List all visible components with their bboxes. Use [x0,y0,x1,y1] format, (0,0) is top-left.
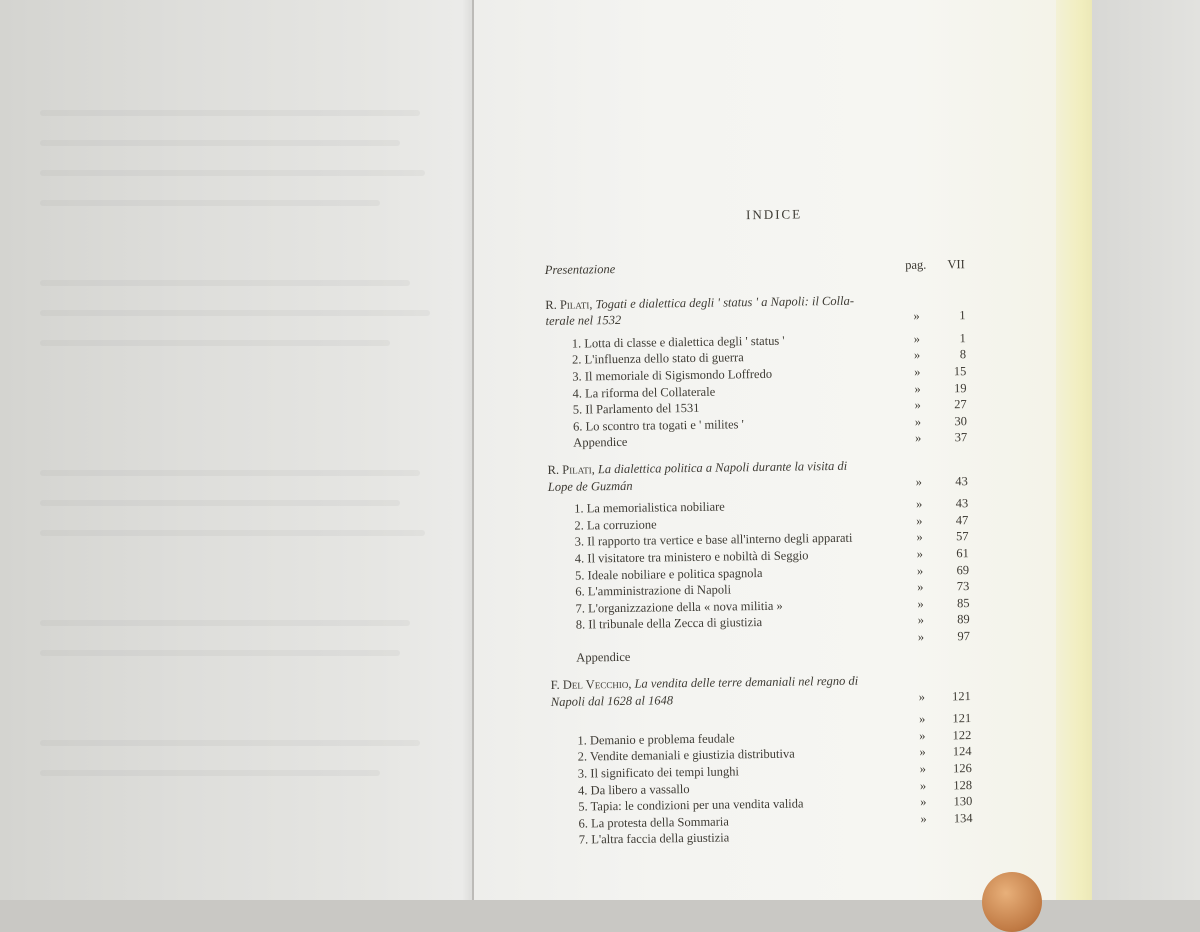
presentation-label: Presentazione [545,257,899,279]
toc-entry [545,291,967,452]
presentation-page: VII [933,256,965,273]
toc-item-page: 15 [934,363,966,380]
table-of-contents [544,204,973,849]
entry-title-continued: terale nel 1532 [545,308,899,330]
entry-page: 1 [933,307,965,324]
toc-item-label: 3. Il rapporto tra vertice e base all'interno degli apparati [549,529,903,551]
ditto-mark: » [905,727,939,744]
entry-page: 121 [939,688,971,705]
toc-item-label [551,723,905,728]
entry-title: Togati e dialettica degli ' status ' a Napoli: il Colla- [595,293,854,311]
toc-item-page: 97 [938,628,970,645]
toc-item-label: 5. Tapia: le condizioni per una vendita valida [552,794,906,816]
toc-item-label [550,641,904,646]
ditto-mark: » [906,810,940,827]
faded-text-line [40,620,410,626]
ditto-mark: » [900,347,934,364]
toc-item-page: 126 [940,760,972,777]
entry-page: 43 [936,473,968,490]
ditto-mark: » [904,628,938,645]
faded-text-line [40,110,420,116]
toc-item-page: 19 [934,380,966,397]
toc-item-label: 4. Da libero a vassallo [552,778,906,800]
toc-entries [545,291,973,849]
faded-text-line [40,140,400,146]
left-page [0,0,472,900]
faded-text-line [40,310,430,316]
toc-entry [548,456,971,667]
toc-item-page: 57 [936,528,968,545]
toc-item-label: 6. Lo scontro tra togati e ' milites ' [547,414,901,436]
toc-item-page: 37 [935,429,967,446]
ditto-mark: » [902,496,936,513]
entry-title: La vendita delle terre demaniali nel regno di [634,674,858,691]
toc-item-page: 61 [937,545,969,562]
table-surface [1092,0,1200,900]
ditto-mark: » [906,761,940,778]
faded-text-line [40,280,410,286]
toc-item-label: 4. Il visitatore tra ministero e nobiltà di Seggio [549,546,903,568]
toc-item-label: 2. Vendite demaniali e giustizia distributiva [552,744,906,766]
toc-item-page: 43 [936,495,968,512]
ditto-mark: » [902,529,936,546]
toc-item-page: 30 [935,413,967,430]
toc-item-page: 1 [934,330,966,347]
ditto-mark: » [906,794,940,811]
ditto-mark: » [901,413,935,430]
faded-text-line [40,200,380,206]
toc-item-page: 8 [934,346,966,363]
toc-item-page: 73 [937,578,969,595]
faded-text-line [40,770,380,776]
faded-text-line [40,650,400,656]
toc-item-page: 89 [938,611,970,628]
toc-item-label: 4. La riforma del Collaterale [546,381,900,403]
toc-item-label: 3. Il memoriale di Sigismondo Loffredo [546,364,900,386]
toc-item-label: 7. L'altra faccia della giustizia [553,827,907,849]
toc-item-label: Appendice [550,645,904,667]
toc-item-page: 134 [940,810,972,827]
toc-item-label: 1. La memorialistica nobiliare [548,496,902,518]
toc-item-page: 69 [937,562,969,579]
faded-text-line [40,340,390,346]
toc-item-page: 85 [937,595,969,612]
entry-title: La dialettica politica a Napoli durante la visita di [598,459,847,476]
entry-author: R. Pilati, [545,297,592,312]
toc-item-label: 6. L'amministrazione di Napoli [549,579,903,601]
toc-item-label: 2. La corruzione [548,513,902,535]
toc-item-label: 7. L'organizzazione della « nova militia » [549,596,903,618]
ditto-mark: » [903,579,937,596]
ditto-mark: » [903,562,937,579]
toc-item-page: 47 [936,512,968,529]
coin [982,872,1042,932]
toc-item-label: 2. L'influenza dello stato di guerra [546,347,900,369]
entry-title-continued: Lope de Guzmán [548,474,902,496]
ditto-mark: » [905,711,939,728]
faded-text-line [40,740,420,746]
entry-author: R. Pilati, [548,462,595,477]
toc-item-page: 27 [935,396,967,413]
presentation-row [545,256,965,278]
ditto-mark: » [905,688,939,705]
toc-item-page: 128 [940,777,972,794]
ditto-mark: » [900,330,934,347]
toc-item-label: 1. Demanio e problema feudale [551,728,905,750]
ditto-mark: » [900,364,934,381]
ditto-mark: » [901,430,935,447]
ditto-mark: » [902,473,936,490]
ditto-mark: » [904,612,938,629]
pag-label: pag. [899,257,933,274]
ditto-mark: » [900,380,934,397]
toc-item-label: 6. La protesta della Sommaria [552,811,906,833]
ditto-mark: » [901,397,935,414]
toc-item-label: 5. Ideale nobiliare e politica spagnola [549,563,903,585]
toc-item-label: Appendice [547,430,901,452]
toc-item-page: 121 [939,710,971,727]
toc-item-label: 5. Il Parlamento del 1531 [547,397,901,419]
toc-item-page: 124 [939,744,971,761]
toc-item-page: 122 [939,727,971,744]
ditto-mark: » [902,512,936,529]
ditto-mark: » [906,777,940,794]
toc-title: INDICE [544,204,964,226]
entry-author: F. Del Vecchio, [551,677,632,692]
ditto-mark: » [905,744,939,761]
toc-entry [551,671,973,849]
toc-item-label: 1. Lotta di classe e dialettica degli ' status ' [546,331,900,353]
toc-item-label: 3. Il significato dei tempi lunghi [552,761,906,783]
toc-item-label: 8. Il tribunale della Zecca di giustizia [550,612,904,634]
ditto-mark: » [903,545,937,562]
faded-text-line [40,530,425,536]
entry-title-continued: Napoli dal 1628 al 1648 [551,689,905,711]
toc-item-page: 130 [940,793,972,810]
ditto-mark: » [903,595,937,612]
faded-text-line [40,170,425,176]
ditto-mark: » [899,308,933,325]
faded-text-line [40,500,400,506]
faded-text-line [40,470,420,476]
